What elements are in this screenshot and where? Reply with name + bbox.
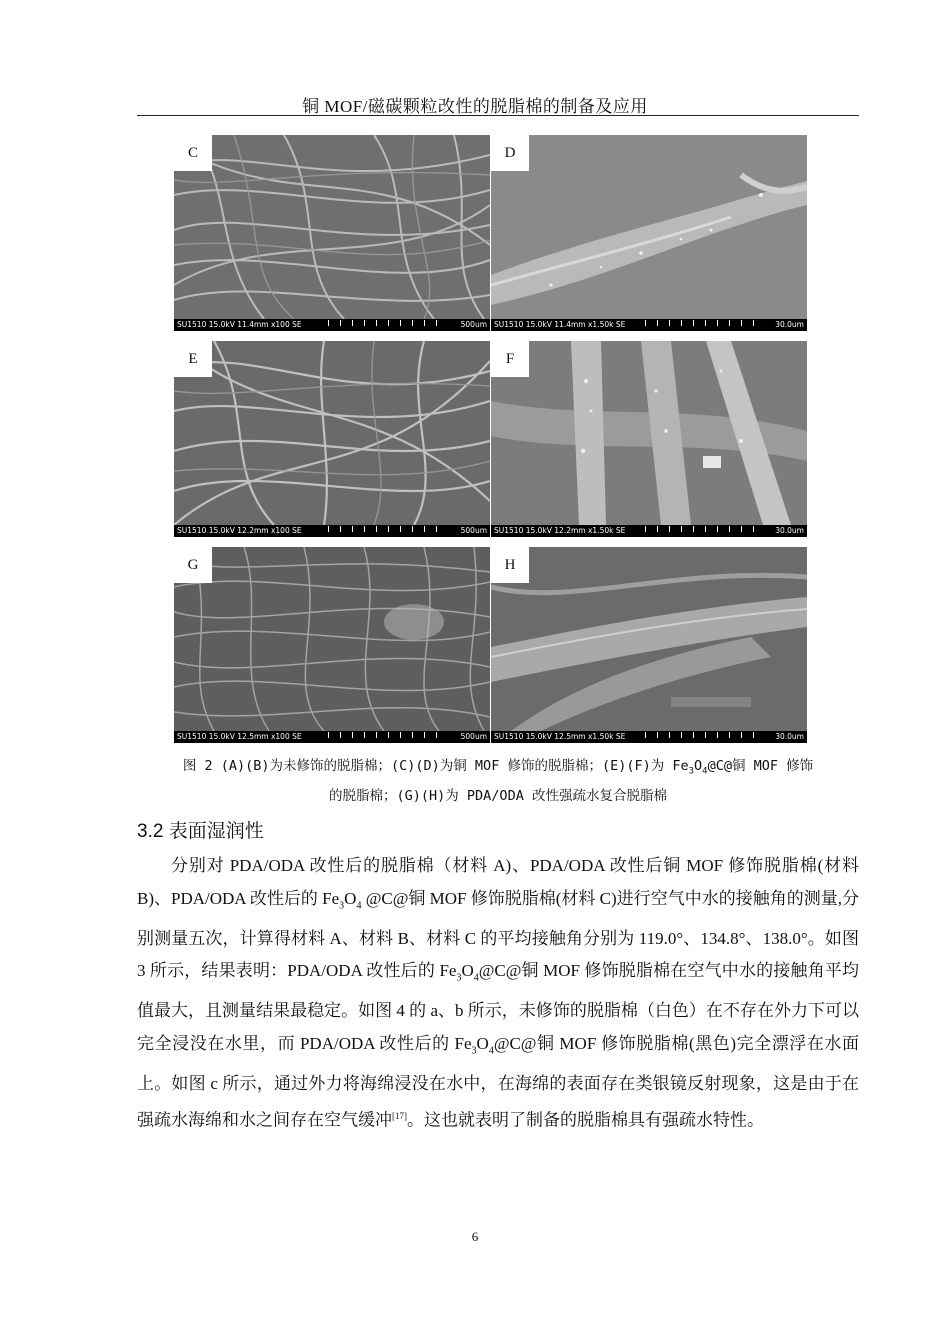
sem-info-bar <box>491 731 807 743</box>
scale-value: 30.0um <box>775 320 804 329</box>
paragraph-text: O <box>476 1033 489 1053</box>
scale-bar <box>645 732 765 738</box>
sem-info-bar <box>174 525 490 537</box>
scale-bar <box>645 526 765 532</box>
header-rule <box>137 115 859 116</box>
subscript: 4 <box>356 899 362 911</box>
paragraph-text: @C@铜 MOF 修饰脱脂棉(材料 C)进行空气中水的接触角的测量,分别测量五次，计算得材料 A、材料 B、材料 C 的平均接触角分别为 119.0°、134.8°、138.0°。如图 3 所示，结果表明：PDA/ODA 改性后的 Fe <box>137 888 859 981</box>
panel-label: F <box>491 341 529 377</box>
panel-label: D <box>491 135 529 171</box>
sem-parameters: SU1510 15.0kV 12.2mm x1.50k SE <box>494 526 626 535</box>
figure-caption-line-1 <box>137 754 859 777</box>
caption-text: 图 2 (A)(B)为未修饰的脱脂棉；(C)(D)为铜 MOF 修饰的脱脂棉；(E)(F)为 Fe <box>182 758 689 774</box>
sem-info-bar <box>491 319 807 331</box>
page-number: 6 <box>471 1229 479 1244</box>
sem-panel-g <box>174 547 490 743</box>
panel-label: E <box>174 341 212 377</box>
citation-reference[interactable]: [17] <box>392 1111 407 1122</box>
sem-panel-f <box>491 341 807 537</box>
paragraph-text: 分别对 PDA/ODA 改性后的脱脂棉（材料 A)、PDA/ODA 改性后铜 MOF 修饰脱脂棉(材料 B)、PDA/ODA 改性后的 Fe <box>137 856 859 908</box>
scale-value: 500um <box>460 732 487 741</box>
sem-parameters: SU1510 15.0kV 12.5mm x100 SE <box>177 732 302 741</box>
subscript: 3 <box>339 899 345 911</box>
subscript: 4 <box>473 972 479 984</box>
paragraph-text: @C@铜 MOF 修饰脱脂棉(黑色)完全漂浮在水面上。如图 c 所示，通过外力将海绵浸没在水中，在海绵的表面存在类银镜反射现象，这是由于在强疏水海绵和水之间存在空气缓冲 <box>137 1033 859 1130</box>
sem-parameters: SU1510 15.0kV 12.5mm x1.50k SE <box>494 732 626 741</box>
sem-image-h <box>491 547 807 731</box>
sem-image-e <box>174 341 490 525</box>
panel-label: G <box>174 547 212 583</box>
subscript: 3 <box>471 1045 477 1057</box>
scale-value: 30.0um <box>775 732 804 741</box>
caption-subscript: 4 <box>702 766 708 777</box>
sem-info-bar <box>174 319 490 331</box>
sem-panel-c <box>174 135 490 331</box>
paragraph-text: O <box>461 961 474 981</box>
scale-bar <box>328 320 448 326</box>
sem-panel-e <box>174 341 490 537</box>
panel-label: H <box>491 547 529 583</box>
body-paragraph <box>137 850 859 1138</box>
sem-image-f <box>491 341 807 525</box>
scale-value: 500um <box>460 320 487 329</box>
subscript: 4 <box>488 1045 494 1057</box>
scale-bar <box>645 320 765 326</box>
subscript: 3 <box>456 972 462 984</box>
caption-subscript: 3 <box>688 766 695 777</box>
sem-info-bar <box>491 525 807 537</box>
paragraph-text: 。这也就表明了制备的脱脂棉具有强疏水特性。 <box>407 1110 764 1130</box>
sem-info-bar <box>174 731 490 743</box>
paragraph-text: O <box>344 888 357 908</box>
paragraph-text: @C@铜 MOF 修饰脱脂棉在空气中水的接触角平均值最大，且测量结果最稳定。如图 4 的 a、b 所示，未修饰的脱脂棉（白色）在不存在外力下可以完全浸没在水里，而 PDA/ODA 改性后的 Fe <box>137 961 859 1053</box>
sem-image-d <box>491 135 807 319</box>
sem-parameters: SU1510 15.0kV 11.4mm x100 SE <box>177 320 302 329</box>
caption-text: @C@铜 MOF 修饰 <box>707 758 814 774</box>
section-heading: 3.2 表面湿润性 <box>137 821 264 842</box>
sem-panel-h <box>491 547 807 743</box>
caption-text: O <box>694 758 703 774</box>
sem-panel-d <box>491 135 807 331</box>
page-header-title: 铜 MOF/磁碳颗粒改性的脱脂棉的制备及应用 <box>302 97 648 116</box>
scale-bar <box>328 526 448 532</box>
sem-parameters: SU1510 15.0kV 12.2mm x100 SE <box>177 526 302 535</box>
scale-bar <box>328 732 448 738</box>
scale-value: 500um <box>460 526 487 535</box>
sem-image-g <box>174 547 490 731</box>
figure-caption-line-2: 的脱脂棉；(G)(H)为 PDA/ODA 改性强疏水复合脱脂棉 <box>329 788 667 804</box>
sem-image-c <box>174 135 490 319</box>
scale-value: 30.0um <box>775 526 804 535</box>
panel-label: C <box>174 135 212 171</box>
sem-parameters: SU1510 15.0kV 11.4mm x1.50k SE <box>494 320 626 329</box>
